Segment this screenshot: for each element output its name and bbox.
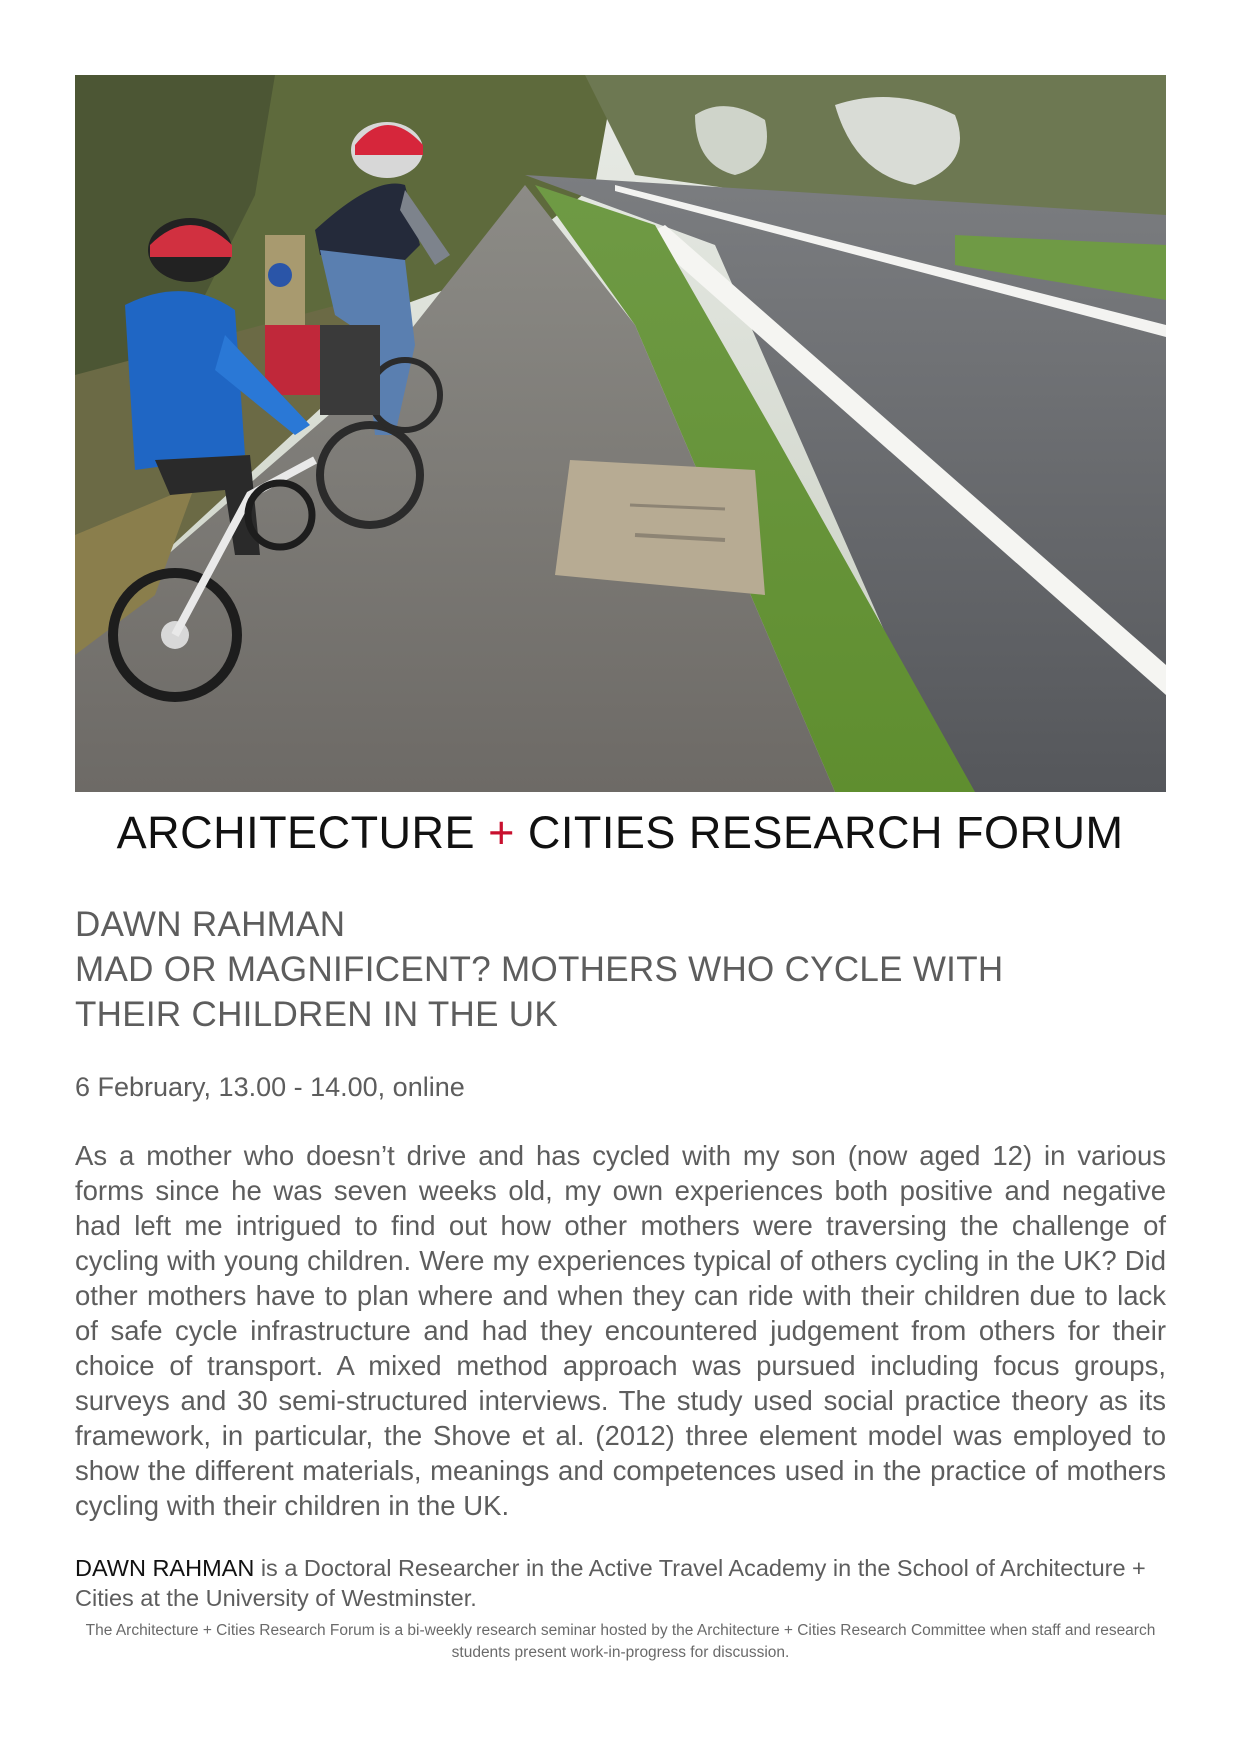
talk-title-line-1: MAD OR MAGNIFICENT? MOTHERS WHO CYCLE WITH: [75, 950, 1004, 989]
forum-title-part2: CITIES RESEARCH FORUM: [527, 807, 1124, 858]
cycling-photo-illustration: [75, 75, 1166, 792]
talk-title-line-2: THEIR CHILDREN IN THE UK: [75, 995, 558, 1034]
forum-title: [0, 805, 1240, 861]
bio-text: is a Doctoral Researcher in the Active Travel Academy in the School of Architecture + Cities at the University of Westminster.: [75, 1555, 1146, 1611]
forum-title-part1: ARCHITECTURE: [116, 807, 476, 858]
talk-date: 6 February, 13.00 - 14.00, online: [75, 1072, 465, 1102]
forum-title-plus: +: [488, 807, 515, 858]
speaker-name: DAWN RAHMAN: [75, 905, 346, 944]
abstract-paragraph: As a mother who doesn’t drive and has cycled with my son (now aged 12) in various forms since he was seven weeks old, my own experiences both positive and negative had left me intrigued to find out how other mothers were traversing the challenge of cycling with young children. Were my experiences typical of others cycling in the UK? Did other mothers have to plan where and when they can ride with their children due to lack of safe cycle infrastructure and had they encountered judgement from others for their choice of transport. A mixed method approach was pursued including focus groups, surveys and 30 semi-structured interviews. The study used social practice theory as its framework, in particular, the Shove et al. (2012) three element model was employed to show the different materials, meanings and competences used in the practice of mothers cycling with their children in the UK.: [75, 1140, 1166, 1521]
hero-photo: [75, 75, 1166, 792]
bio-speaker-name: DAWN RAHMAN: [75, 1555, 255, 1581]
forum-footnote: The Architecture + Cities Research Forum is a bi-weekly research seminar hosted by the Architecture + Cities Research Committee when staff and research students present work-in-progress for discussion.: [85, 1622, 1156, 1661]
speaker-bio: [75, 1553, 1166, 1613]
talk-heading: [75, 902, 1166, 1037]
